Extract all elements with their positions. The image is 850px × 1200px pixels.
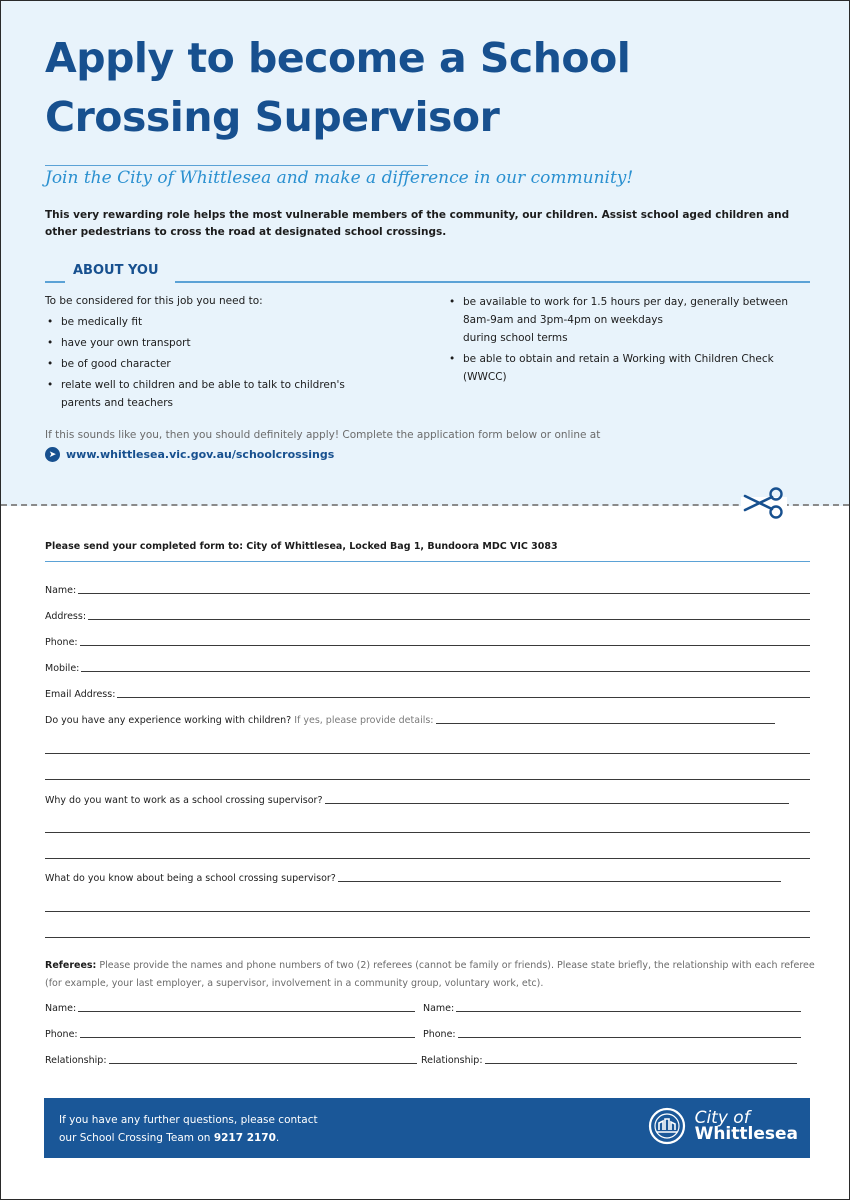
requirement-item: • be medically fit xyxy=(45,313,385,331)
send-instructions: Please send your completed form to: City of Whittlesea, Locked Bag 1, Bundoora MDC VIC 3083 xyxy=(45,541,558,552)
referee2-relationship-field[interactable] xyxy=(421,1055,797,1066)
phone-label: Phone: xyxy=(45,637,78,648)
referee1-phone-label: Phone: xyxy=(45,1029,78,1040)
referees-label: Referees: xyxy=(45,960,97,971)
referee1-name-field[interactable] xyxy=(45,1003,415,1014)
requirements-left-column xyxy=(45,293,385,415)
knowledge-answer-line[interactable] xyxy=(45,937,810,938)
motivation-answer-line[interactable] xyxy=(45,858,810,859)
requirements-list-right xyxy=(447,293,817,386)
knowledge-question[interactable] xyxy=(45,873,781,884)
requirement-item-wwcc: • be able to obtain and retain a Working with Children Check (WWCC) xyxy=(447,350,817,386)
scissors-icon xyxy=(741,485,787,521)
footer-phone[interactable]: 9217 2170 xyxy=(213,1132,276,1144)
referee2-relationship-label: Relationship: xyxy=(421,1055,483,1066)
footer-contact-text xyxy=(59,1111,318,1147)
referee1-name-label: Name: xyxy=(45,1003,77,1014)
referee2-phone-field[interactable] xyxy=(423,1029,801,1040)
requirement-item: • relate well to children and be able to talk to children's parents and teachers xyxy=(45,376,385,412)
availability-line-3: during school terms xyxy=(463,332,568,344)
requirement-item: • have your own transport xyxy=(45,334,385,352)
knowledge-answer-line[interactable] xyxy=(45,911,810,912)
referee2-name-line[interactable] xyxy=(456,1010,801,1012)
tagline: Join the City of Whittlesea and make a difference in our community! xyxy=(45,168,634,188)
name-label: Name: xyxy=(45,585,77,596)
referee2-name-label: Name: xyxy=(423,1003,455,1014)
name-input-line[interactable] xyxy=(78,592,810,594)
mobile-input-line[interactable] xyxy=(81,670,810,672)
knowledge-label: What do you know about being a school crossing supervisor? xyxy=(45,873,336,884)
logo-line-1: City of xyxy=(694,1108,750,1128)
motivation-answer-line[interactable] xyxy=(45,832,810,833)
about-divider-left xyxy=(45,281,65,283)
experience-answer-line[interactable] xyxy=(45,779,810,780)
email-input-line[interactable] xyxy=(117,696,810,698)
cut-line xyxy=(1,504,849,506)
website-link-row[interactable] xyxy=(45,447,334,462)
requirements-list-left xyxy=(45,313,385,412)
header-panel xyxy=(1,1,849,506)
requirement-item: • be of good character xyxy=(45,355,385,373)
footer-line-2-suffix: . xyxy=(275,1132,280,1144)
city-logo xyxy=(647,1106,798,1146)
experience-question-text xyxy=(45,715,434,726)
experience-question[interactable] xyxy=(45,715,775,726)
knowledge-input-line[interactable] xyxy=(338,880,781,882)
motivation-label: Why do you want to work as a school crossing supervisor? xyxy=(45,795,323,806)
logo-wordmark xyxy=(695,1110,798,1142)
referees-instructions xyxy=(45,957,815,993)
referee2-phone-line[interactable] xyxy=(458,1036,801,1038)
address-label: Address: xyxy=(45,611,87,622)
title-divider xyxy=(45,165,428,166)
email-field[interactable] xyxy=(45,689,810,700)
referee2-relationship-line[interactable] xyxy=(485,1062,797,1064)
footer-line-2-prefix: our School Crossing Team on xyxy=(59,1132,211,1144)
address-field[interactable] xyxy=(45,611,810,622)
experience-answer-line[interactable] xyxy=(45,753,810,754)
page-title: Apply to become a School Crossing Supervisor xyxy=(45,34,631,141)
address-input-line[interactable] xyxy=(88,618,810,620)
contact-footer xyxy=(44,1098,810,1158)
logo-line-2: Whittlesea xyxy=(694,1124,798,1144)
experience-hint: If yes, please provide details: xyxy=(294,715,434,726)
referee2-phone-label: Phone: xyxy=(423,1029,456,1040)
motivation-input-line[interactable] xyxy=(325,802,790,804)
email-label: Email Address: xyxy=(45,689,116,700)
mobile-label: Mobile: xyxy=(45,663,80,674)
name-field[interactable] xyxy=(45,585,810,596)
phone-input-line[interactable] xyxy=(80,644,810,646)
availability-line-1: be available to work for 1.5 hours per day, generally between xyxy=(463,296,789,308)
requirement-item-availability xyxy=(447,293,817,347)
referee1-relationship-label: Relationship: xyxy=(45,1055,107,1066)
experience-label: Do you have any experience working with children? xyxy=(45,715,292,726)
referee1-name-line[interactable] xyxy=(78,1010,415,1012)
referee2-name-field[interactable] xyxy=(423,1003,801,1014)
arrow-circle-icon: ➤ xyxy=(45,447,60,462)
intro-text: This very rewarding role helps the most vulnerable members of the community, our children. Assist school aged children and other pedestrians to cross the road at designated school crossings. xyxy=(45,209,790,238)
mobile-field[interactable] xyxy=(45,663,810,674)
about-heading: ABOUT YOU xyxy=(73,263,159,278)
referees-text: Please provide the names and phone numbers of two (2) referees (cannot be family or friends). Please state briefly, the relationship with each referee (for example, your last employer, a supervisor, involvement in a community group, voluntary work, etc). xyxy=(45,960,815,989)
referee1-relationship-line[interactable] xyxy=(109,1062,417,1064)
referee1-phone-field[interactable] xyxy=(45,1029,415,1040)
requirements-lead: To be considered for this job you need to: xyxy=(45,295,263,307)
motivation-question[interactable] xyxy=(45,795,789,806)
website-link[interactable]: www.whittlesea.vic.gov.au/schoolcrossings xyxy=(66,448,335,461)
apply-text: If this sounds like you, then you should definitely apply! Complete the application form below or online at xyxy=(45,429,601,441)
footer-line-1: If you have any further questions, please contact xyxy=(59,1114,318,1126)
referee1-relationship-field[interactable] xyxy=(45,1055,417,1066)
experience-input-line[interactable] xyxy=(436,722,775,724)
phone-field[interactable] xyxy=(45,637,810,648)
city-emblem-icon xyxy=(647,1106,687,1146)
requirements-right-column xyxy=(447,293,817,389)
about-divider-right xyxy=(175,281,810,283)
availability-line-2: 8am-9am and 3pm-4pm on weekdays xyxy=(463,314,663,326)
send-divider xyxy=(45,561,810,562)
referee1-phone-line[interactable] xyxy=(80,1036,415,1038)
